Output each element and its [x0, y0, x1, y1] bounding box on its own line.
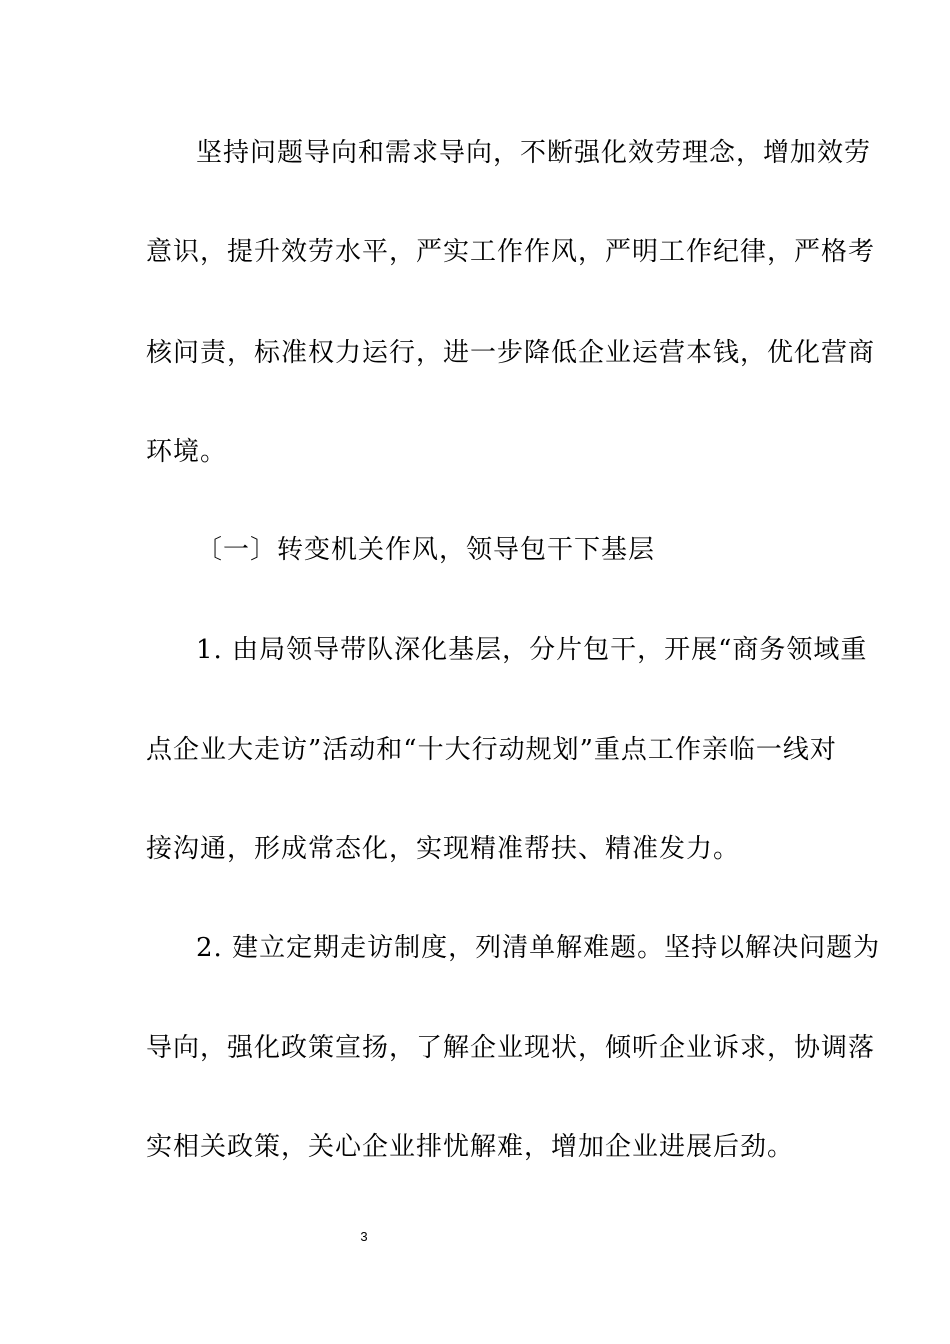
paragraph-line: 环境。 — [146, 437, 228, 467]
paragraph-line: 1. 由局领导带队深化基层，分片包干，开展“商务领域重 — [196, 635, 868, 665]
paragraph-line: 坚持问题导向和需求导向，不断强化效劳理念，增加效劳 — [196, 138, 872, 168]
paragraph-line: 意识，提升效劳水平，严实工作作风，严明工作纪律，严格考 — [146, 237, 876, 267]
page-number: 3 — [360, 1229, 368, 1244]
paragraph-line: 接沟通，形成常态化，实现精准帮扶、精准发力。 — [146, 834, 741, 864]
paragraph-line: 导向，强化政策宣扬，了解企业现状，倾听企业诉求，协调落 — [146, 1033, 876, 1063]
paragraph-line: 点企业大走访”活动和“十大行动规划”重点工作亲临一线对 — [146, 735, 837, 765]
paragraph-line: 2. 建立定期走访制度，列清单解难题。坚持以解决问题为 — [196, 933, 881, 963]
section-heading: 〔一〕转变机关作风，领导包干下基层 — [196, 535, 656, 565]
paragraph-line: 核问责，标准权力运行，进一步降低企业运营本钱，优化营商 — [146, 338, 876, 368]
paragraph-line: 实相关政策，关心企业排忧解难，增加企业进展后劲。 — [146, 1132, 795, 1162]
